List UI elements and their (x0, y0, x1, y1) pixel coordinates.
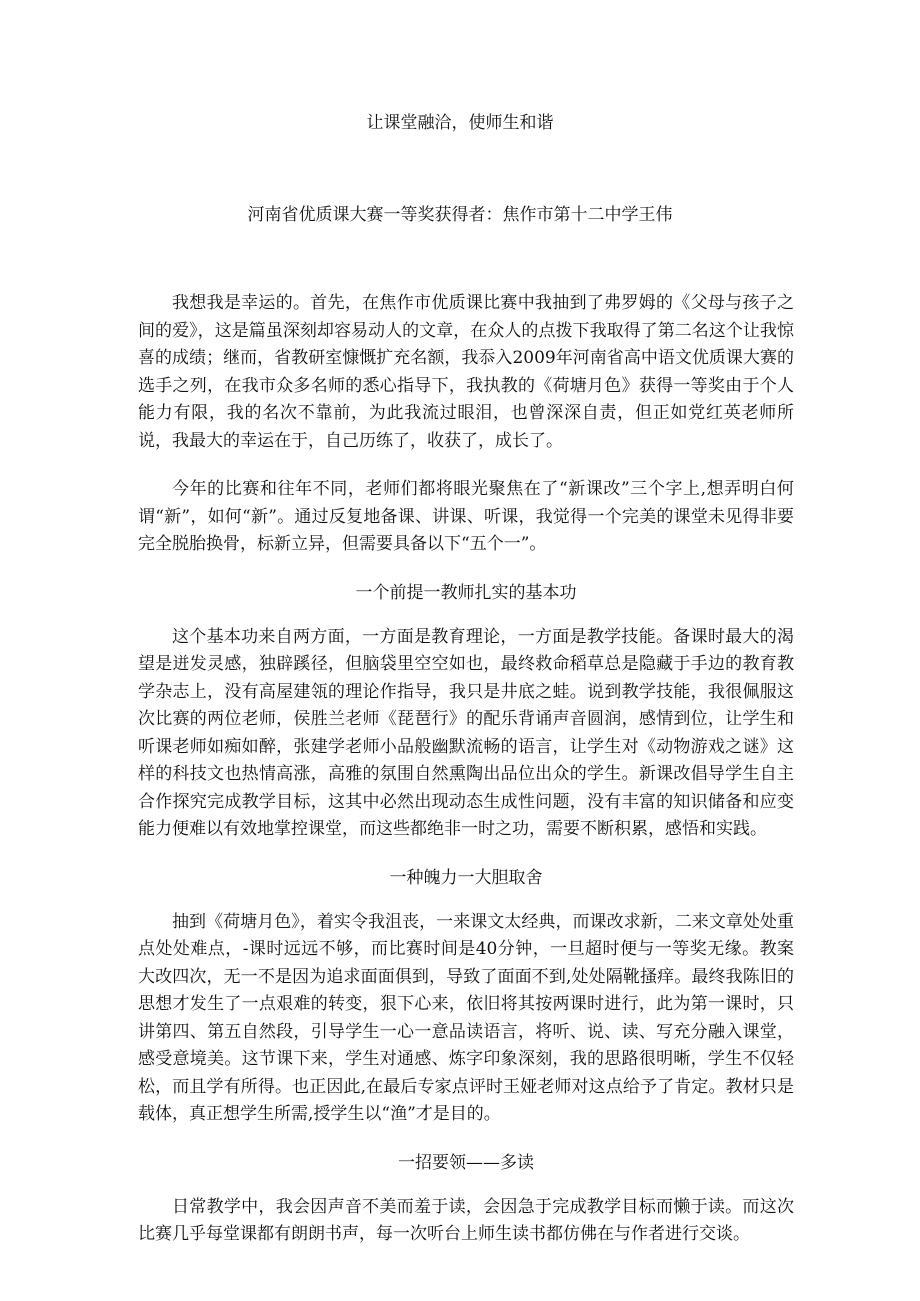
intro-paragraph-1: 我想我是幸运的。首先，在焦作市优质课比赛中我抽到了弗罗姆的《父母与孩子之间的爱》，这是篇虽深刻却容易动人的文章，在众人的点拨下我取得了第二名这个让我惊喜的成绩；继而，省教研室慷慨扩充名额，我忝入2009年河南省高中语文优质课大赛的选手之列，在我市众多名师的悉心指导下，我执教的《荷塘月色》获得一等奖由于个人能力有限，我的名次不靠前，为此我流过眼泪，也曾深深自责，但正如党红英老师所说，我最大的幸运在于，自己历练了，收获了，成长了。 (138, 293, 794, 451)
section-heading-1: 一个前提一教师扎实的基本功 (355, 582, 577, 603)
document-title: 让课堂融洽，使师生和谐 (366, 113, 554, 133)
section-heading-3: 一招要领——多读 (398, 1152, 534, 1173)
section-paragraph-3: 日常教学中，我会因声音不美而羞于读，会因急于完成教学目标而懒于读。而这次比赛几乎每堂课都有朗朗书声，每一次听台上师生读书都仿佛在与作者进行交谈。 (138, 1196, 794, 1244)
author-line: 河南省优质课大赛一等奖获得者：焦作市第十二中学王伟 (247, 205, 673, 225)
section-paragraph-2: 抽到《荷塘月色》，着实令我沮丧，一来课文太经典，而课改求新，二来文章处处重点处处难点，-课时远远不够，而比赛时间是40分钟，一旦超时便与一等奖无缘。教案大改四次，无一不是因为追求面面俱到，导致了面面不到,处处隔靴搔痒。最终我陈旧的思想才发生了一点艰难的转变，狠下心来，依旧将其按两课时进行，此为第一课时，只讲第四、第五自然段，引导学生一心一意品读语言，将听、说、读、写充分融入课堂，感受意境美。这节课下来，学生对通感、炼字印象深刻，我的思路很明晰，学生不仅轻松，而且学有所得。也正因此,在最后专家点评时王娅老师对这点给予了肯定。教材只是载体，真正想学生所需,授学生以“渔”才是目的。 (138, 911, 794, 1124)
document-body (138, 290, 794, 1270)
section-heading-2: 一种魄力一大胆取舍 (389, 867, 543, 888)
intro-paragraph-2: 今年的比赛和往年不同，老师们都将眼光聚焦在了“新课改”三个字上,想弄明白何谓“新”，如何“新”。通过反复地备课、讲课、听课，我觉得一个完美的课堂未见得非要完全脱胎换骨，标新立异，但需要具备以下“五个一”。 (138, 479, 794, 554)
section-paragraph-1: 这个基本功来自两方面，一方面是教育理论，一方面是教学技能。备课时最大的渴望是迸发灵感，独辟蹊径，但脑袋里空空如也，最终救命稻草总是隐藏于手边的教育教学杂志上，没有高屋建瓴的理论作指导，我只是井底之蛙。说到教学技能，我很佩服这次比赛的两位老师，侯胜兰老师《琵琶行》的配乐背诵声音圆润，感情到位，让学生和听课老师如痴如醉，张建学老师小品般幽默流畅的语言，让学生对《动物游戏之谜》这样的科技文也热情高涨，高雅的氛围自然熏陶出品位出众的学生。新课改倡导学生自主合作探究完成教学目标，这其中必然出现动态生成性问题，没有丰富的知识储备和应变能力便难以有效地掌控课堂，而这些都绝非一时之功，需要不断积累，感悟和实践。 (138, 626, 794, 839)
